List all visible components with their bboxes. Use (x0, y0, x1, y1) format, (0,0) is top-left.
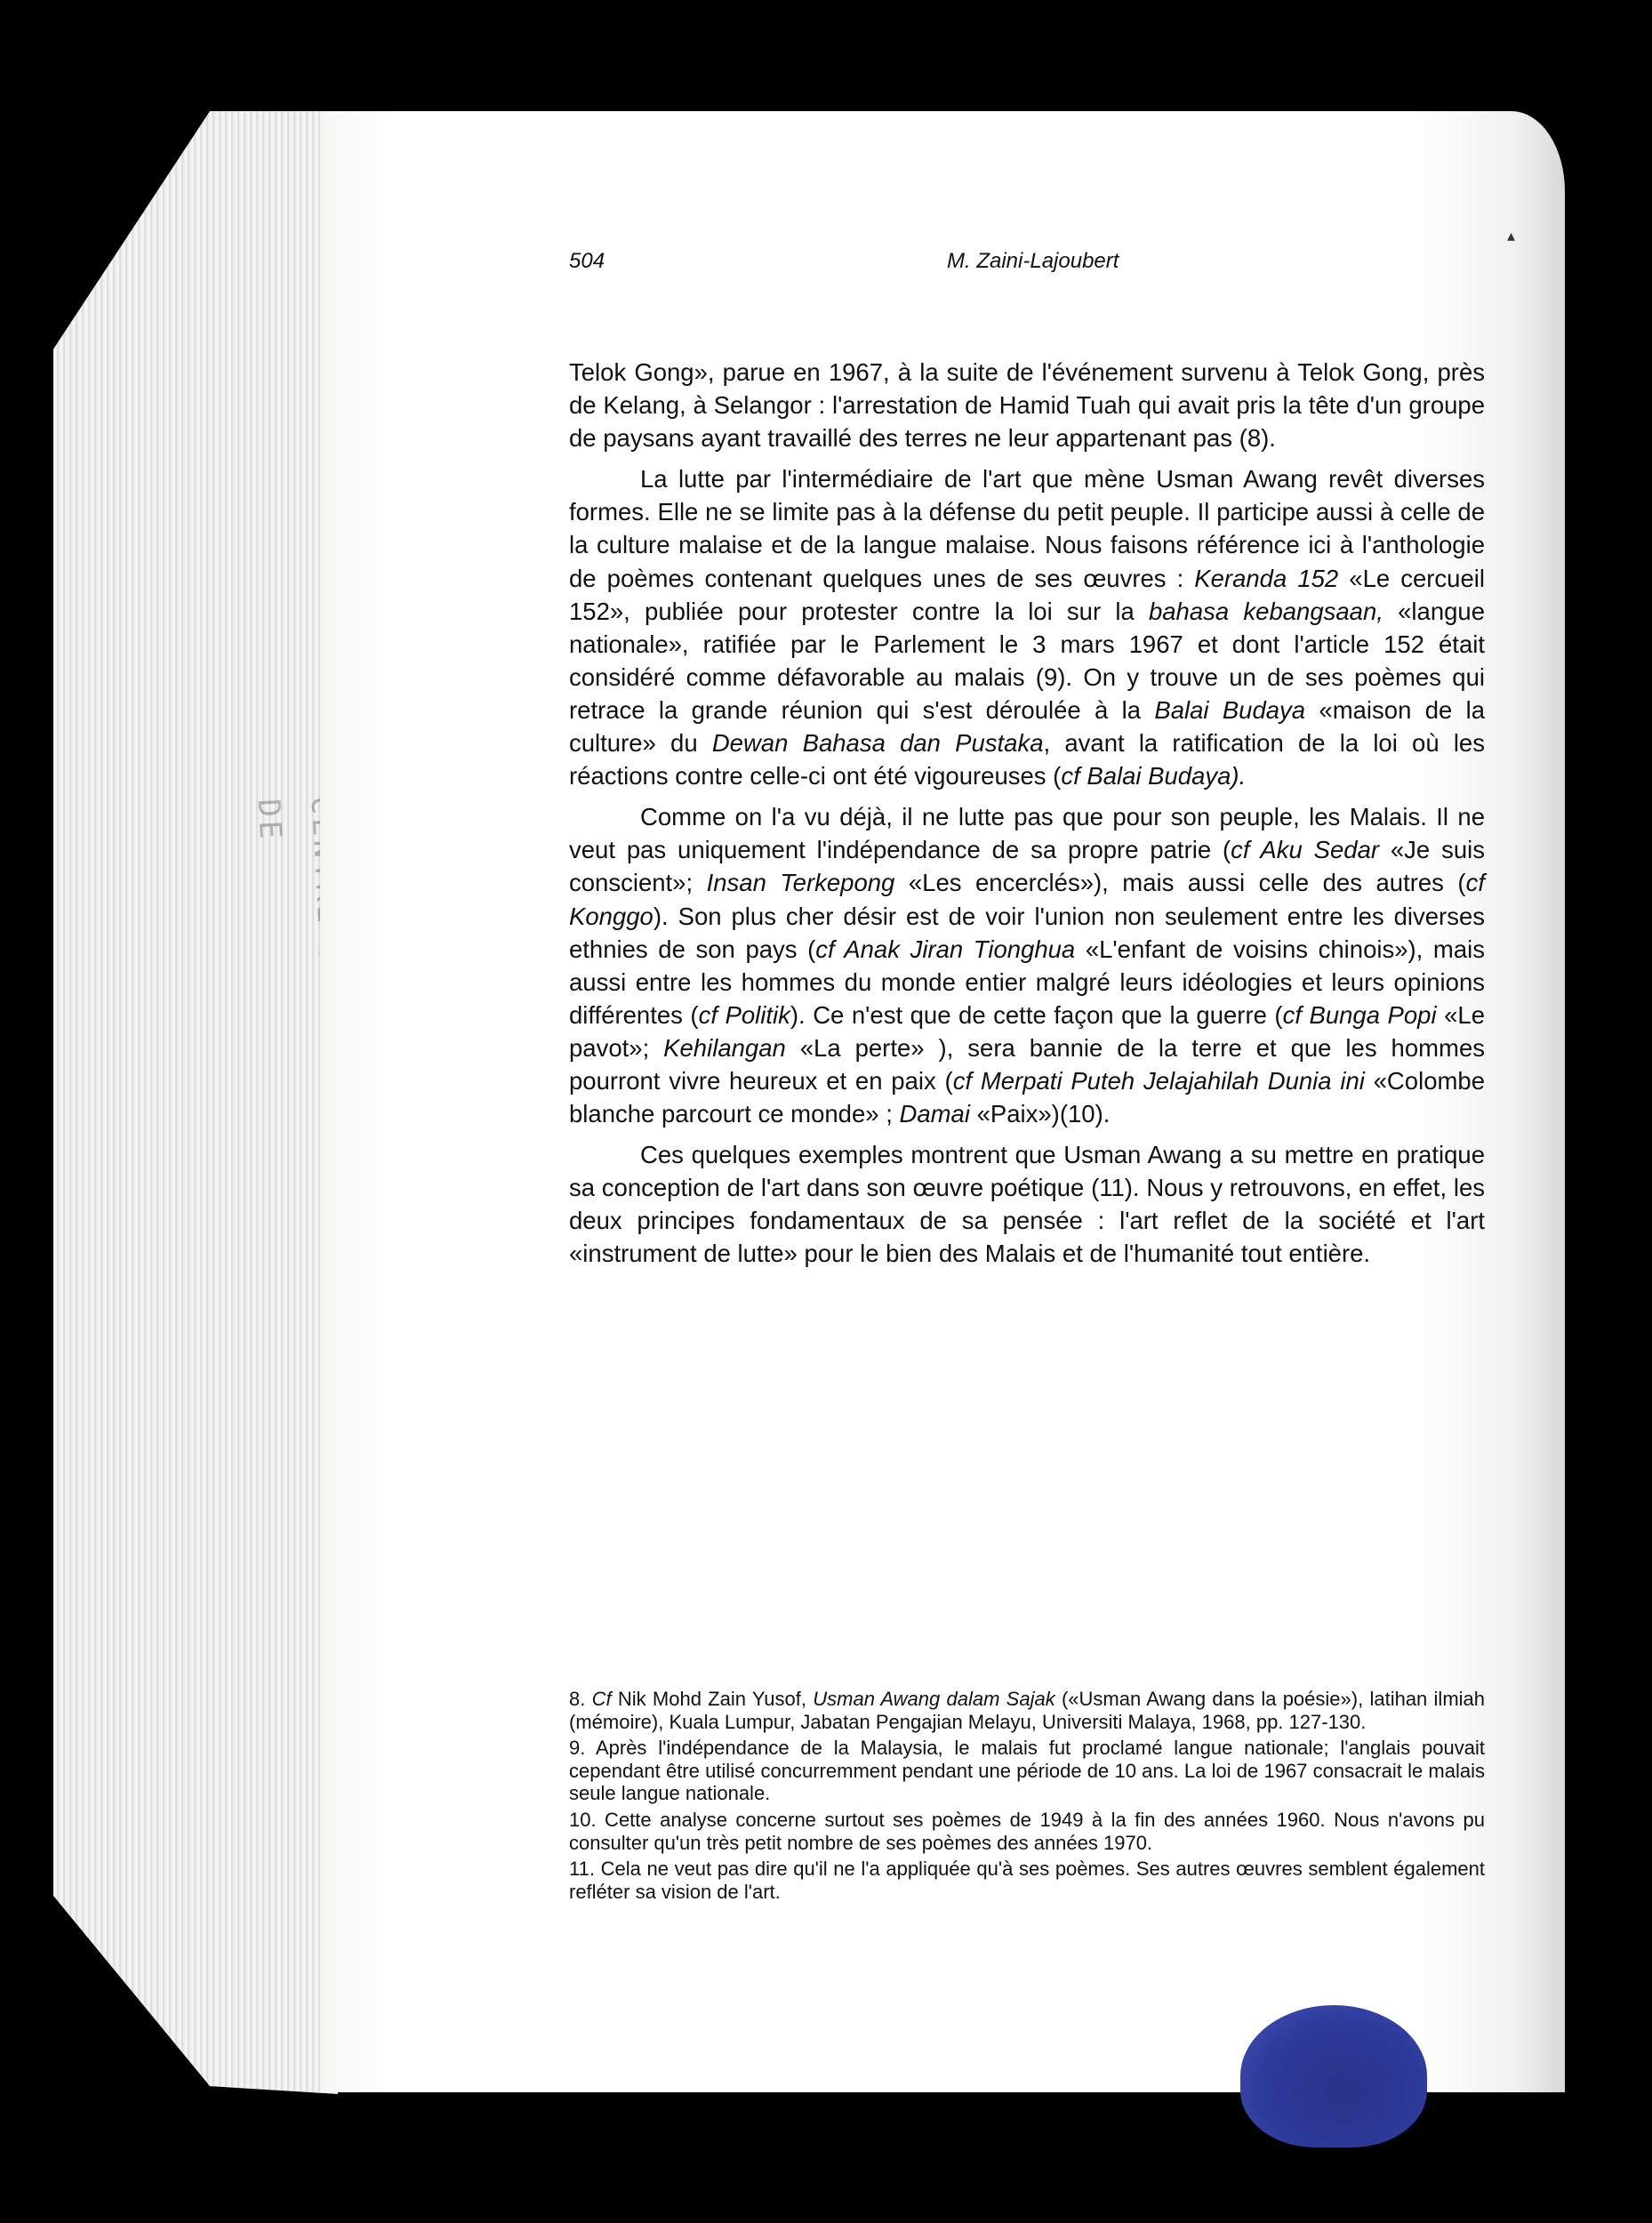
italic-run: Insan Terkepong (706, 869, 895, 897)
text-run: La lutte par l'intermédiaire de l'art que mène Usman Awang revêt diverses formes. Elle ne se limite pas à la défense du petit peuple. Il participe aussi à celle de la culture malaise et de la langue malaise. Nous faisons référence ici à l'anthologie de poèmes contenant quelques unes de ses œuvres : (569, 465, 1485, 592)
ink-blot (1240, 2005, 1427, 2147)
text-run: 9. Après l'indépendance de la Malaysia, le malais fut proclamé langue nationale; l'anglais pouvait cependant être utilisé concurremment pendant une période de 10 ans. La loi de 1967 consacrait le malais seule langue nationale. (569, 1737, 1485, 1805)
text-run: «maison de la culture» du (569, 695, 1486, 758)
text-run: «langue nationale», ratifiée par le Parlement le 3 mars 1967 et dont l'article 152 était considéré comme défavorable au malais (9). On y trouve un de ses poèmes qui retrace la grande réunion qui s'est déroulée à la (569, 597, 1485, 724)
page-header (569, 249, 1467, 285)
paragraph-2 (569, 462, 1485, 792)
italic-run: Keranda 152 (1194, 564, 1339, 592)
body-text (569, 356, 1485, 1271)
italic-run: cf Aku Sedar (1231, 836, 1380, 864)
text-run: Comme on l'a vu déjà, il ne lutte pas que pour son peuple, les Malais. Il ne veut pas uniquement l'indépendance de sa propre patrie ( (569, 803, 1485, 864)
italic-run: bahasa kebangsaan, (1148, 597, 1383, 625)
paragraph-4 (569, 1138, 1485, 1270)
italic-run: Balai Budaya (1154, 695, 1306, 724)
text-run: Telok Gong», parue en 1967, à la suite de l'événement survenu à Telok Gong, près de Kelang, à Selangor : l'arrestation de Hamid Tuah qui avait pris la tête d'un groupe de paysans ayant travaillé des terres ne leur appartenant pas (8). (569, 358, 1485, 453)
page-number: 504 (569, 249, 605, 273)
text-run: ). Ce n'est que de cette façon que la guerre ( (790, 1000, 1283, 1029)
running-head: M. Zaini-Lajoubert (947, 249, 1119, 273)
text-run: ). Son plus cher désir est de voir l'union non seulement entre les diverses ethnies de son pays ( (569, 902, 1485, 963)
text-run: Ces quelques exemples montrent que Usman Awang a su mettre en pratique sa conception de l'art dans son œuvre poétique (11). Nous y retrouvons, en effet, les deux principes fondamentaux de sa pensée : l'art reflet de la société et l'art «instrument de lutte» pour le bien des Malais et de l'humanité tout entière. (569, 1141, 1485, 1268)
library-stamp: DE (250, 798, 289, 844)
footnote-9 (569, 1737, 1485, 1805)
italic-run: cf Balai Budaya). (1061, 762, 1247, 790)
footnote-11 (569, 1858, 1485, 1903)
text-run: «L'enfant de voisins chinois»), mais aussi entre les hommes du monde entier malgré leurs idéologies et leurs opinions différentes ( (569, 935, 1485, 1029)
italic-run: cf Bunga Popi (1282, 1000, 1437, 1029)
text-run: «Les encerclés»), mais aussi celle des autres ( (894, 869, 1466, 897)
italic-run: cf Merpati Puteh Jelajahilah Dunia ini (952, 1066, 1365, 1095)
text-run: , avant la ratification de la loi où les réactions contre celle-ci ont été vigoureuses ( (569, 729, 1485, 790)
italic-run: Damai (899, 1100, 970, 1128)
italic-run: Cf (591, 1688, 612, 1710)
italic-run: cf Politik (698, 1000, 790, 1029)
text-run: «Le pavot»; (569, 1000, 1485, 1062)
text-run: «Je suis conscient»; (569, 836, 1485, 897)
text-run: 8. (569, 1688, 592, 1710)
paragraph-3 (569, 800, 1485, 1130)
paragraph-1 (569, 356, 1485, 454)
italic-run: Usman Awang dalam Sajak (813, 1688, 1055, 1710)
text-run: 11. Cela ne veut pas dire qu'il ne l'a appliquée qu'à ses poèmes. Ses autres œuvres semblent également refléter sa vision de l'art. (569, 1858, 1485, 1903)
footnote-8 (569, 1688, 1485, 1733)
text-run: «Le cercueil 152», publiée pour protester contre la loi sur la (569, 564, 1485, 625)
text-run: 10. Cette analyse concerne surtout ses poèmes de 1949 à la fin des années 1960. Nous n'avons pu consulter qu'un très petit nombre de ses poèmes des années 1970. (569, 1808, 1485, 1854)
italic-run: cf Konggo (569, 869, 1485, 930)
italic-run: Kehilangan (663, 1033, 786, 1062)
footnote-10 (569, 1809, 1485, 1854)
corner-mark: ▴ (1507, 227, 1516, 245)
text-run: «La perte» ), sera bannie de la terre et que les hommes pourront vivre heureux et en paix ( (569, 1033, 1485, 1095)
text-run: («Usman Awang dans la poésie»), latihan ilmiah (mémoire), Kuala Lumpur, Jabatan Pengajian Melayu, Universiti Malaya, 1968, pp. 127-130. (569, 1688, 1485, 1733)
footnotes (569, 1688, 1485, 1906)
italic-run: Dewan Bahasa dan Pustaka (711, 729, 1044, 758)
text-run: «Colombe blanche parcourt ce monde» ; (569, 1066, 1485, 1128)
text-run: «Paix»)(10). (969, 1100, 1111, 1128)
italic-run: cf Anak Jiran Tionghua (815, 935, 1076, 963)
text-run: Nik Mohd Zain Yusof, (611, 1688, 814, 1710)
